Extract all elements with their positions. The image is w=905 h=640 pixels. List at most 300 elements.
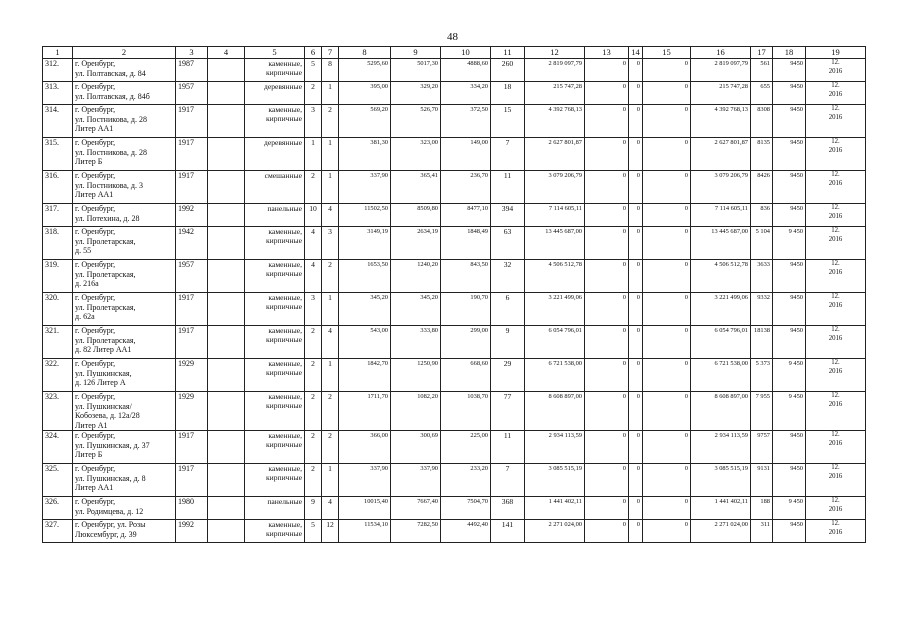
wall-material-cell [245, 82, 305, 105]
address-cell-line: ул. Постникова, д. 3 [75, 180, 143, 190]
address-cell-line: г. Оренбург, [75, 59, 116, 68]
residents-cell: 32 [491, 260, 525, 293]
cost-col16-cell: 6 054 796,01 [691, 326, 751, 359]
area-col10-cell: 334,20 [441, 82, 491, 105]
address-cell-line: г. Оренбург, [75, 431, 116, 440]
year-built-cell: 1917 [176, 464, 208, 497]
wall-material-cell-line: смешанные [264, 171, 302, 180]
row-index: 315. [43, 138, 73, 171]
entrances-cell: 2 [322, 431, 339, 464]
col18-cell: 9450 [773, 59, 806, 82]
cost-col16-cell: 1 441 402,11 [691, 497, 751, 520]
area-col10-cell: 233,20 [441, 464, 491, 497]
row-index: 326. [43, 497, 73, 520]
entrances-cell: 1 [322, 293, 339, 326]
col14-cell: 0 [629, 359, 643, 392]
cost-col16-cell: 8 608 897,00 [691, 392, 751, 431]
col14-cell: 0 [629, 260, 643, 293]
wall-material-cell-line: каменные, [268, 520, 302, 529]
floors-cell: 3 [305, 293, 322, 326]
planned-date-cell-line: 2016 [828, 67, 843, 75]
year-built-cell: 1917 [176, 171, 208, 204]
address-cell-line: Литер АА1 [75, 483, 114, 492]
total-area-cell: 1711,70 [339, 392, 391, 431]
column-number-15: 15 [643, 47, 691, 59]
col14-cell: 0 [629, 431, 643, 464]
total-area-cell: 11534,10 [339, 520, 391, 543]
planned-date-cell [806, 82, 866, 105]
planned-date-cell-line: 2016 [828, 400, 843, 408]
entrances-cell: 1 [322, 138, 339, 171]
planned-date-cell-line: 2016 [828, 146, 843, 154]
cost-col16-cell: 3 079 206,79 [691, 171, 751, 204]
column-number-3: 3 [176, 47, 208, 59]
address-cell-line: Литер АА1 [75, 124, 114, 133]
total-area-cell: 11502,50 [339, 204, 391, 227]
table-row [43, 392, 866, 431]
planned-date-cell-line: 2016 [828, 235, 843, 243]
residents-cell: 6 [491, 293, 525, 326]
cost-total-cell: 3 079 206,79 [525, 171, 585, 204]
address-cell-line: ул. Пушкинская/ [75, 401, 132, 411]
area-col10-cell: 4492,40 [441, 520, 491, 543]
wall-material-cell-line: кирпичные [265, 236, 302, 245]
cost-total-cell: 2 627 801,87 [525, 138, 585, 171]
entrances-cell: 2 [322, 392, 339, 431]
planned-date-cell-line: 2016 [828, 334, 843, 342]
wall-material-cell-line: панельные [267, 204, 302, 213]
address-cell-line: д. 62а [75, 312, 95, 321]
col13-cell: 0 [585, 260, 629, 293]
planned-date-cell [806, 464, 866, 497]
year-built-cell: 1942 [176, 227, 208, 260]
planned-date-cell-line: 2016 [828, 179, 843, 187]
column-number-9: 9 [391, 47, 441, 59]
planned-date-cell [806, 293, 866, 326]
wall-material-cell-line: кирпичные [265, 529, 302, 538]
wall-material-cell-line: каменные, [268, 464, 302, 473]
planned-date-cell-line: 2016 [828, 301, 843, 309]
wall-material-cell-line: каменные, [268, 105, 302, 114]
floors-cell: 5 [305, 520, 322, 543]
col14-cell: 0 [629, 82, 643, 105]
wall-material-cell-line: каменные, [268, 431, 302, 440]
year-built-cell: 1929 [176, 392, 208, 431]
year-built-cell: 1917 [176, 105, 208, 138]
col15-cell: 0 [643, 227, 691, 260]
address-cell [73, 359, 176, 392]
col18-cell: 9 450 [773, 392, 806, 431]
planned-date-cell [806, 520, 866, 543]
area-col10-cell: 1038,70 [441, 392, 491, 431]
entrances-cell: 2 [322, 105, 339, 138]
row-index: 313. [43, 82, 73, 105]
area-col9-cell: 329,20 [391, 82, 441, 105]
floors-cell: 3 [305, 105, 322, 138]
col13-cell: 0 [585, 59, 629, 82]
residents-cell: 7 [491, 464, 525, 497]
planned-date-cell [806, 326, 866, 359]
col17-cell: 836 [751, 204, 773, 227]
column-number-17: 17 [751, 47, 773, 59]
total-area-cell: 395,00 [339, 82, 391, 105]
wall-material-cell-line: кирпичные [265, 440, 302, 449]
col4-cell [208, 326, 245, 359]
address-cell [73, 227, 176, 260]
col4-cell [208, 227, 245, 260]
cost-col16-cell: 2 271 024,00 [691, 520, 751, 543]
address-cell [73, 138, 176, 171]
floors-cell: 1 [305, 138, 322, 171]
row-index: 322. [43, 359, 73, 392]
planned-date-cell [806, 227, 866, 260]
col18-cell: 9450 [773, 204, 806, 227]
address-cell-line: Литер А1 [75, 420, 108, 430]
residents-cell: 77 [491, 392, 525, 431]
cost-total-cell: 8 608 897,00 [525, 392, 585, 431]
column-number-4: 4 [208, 47, 245, 59]
address-cell-line: г. Оренбург, [75, 326, 116, 335]
planned-date-cell [806, 204, 866, 227]
address-cell [73, 82, 176, 105]
address-cell [73, 204, 176, 227]
entrances-cell: 4 [322, 204, 339, 227]
col4-cell [208, 260, 245, 293]
col18-cell: 9450 [773, 464, 806, 497]
total-area-cell: 345,20 [339, 293, 391, 326]
table-row [43, 497, 866, 520]
column-number-18: 18 [773, 47, 806, 59]
col13-cell: 0 [585, 293, 629, 326]
col4-cell [208, 82, 245, 105]
planned-date-cell-line: 2016 [828, 212, 843, 220]
planned-date-cell [806, 105, 866, 138]
column-number-row [43, 47, 866, 59]
planned-date-cell-line: 12. [831, 82, 840, 89]
wall-material-cell-line: кирпичные [265, 335, 302, 344]
area-col9-cell: 337,90 [391, 464, 441, 497]
row-index: 319. [43, 260, 73, 293]
col18-cell: 9450 [773, 326, 806, 359]
col17-cell: 7 955 [751, 392, 773, 431]
cost-col16-cell: 7 114 605,11 [691, 204, 751, 227]
area-col10-cell: 7504,70 [441, 497, 491, 520]
col18-cell: 9450 [773, 293, 806, 326]
wall-material-cell [245, 392, 305, 431]
planned-date-cell-line: 2016 [828, 472, 843, 480]
floors-cell: 10 [305, 204, 322, 227]
row-index: 317. [43, 204, 73, 227]
row-index: 327. [43, 520, 73, 543]
residents-cell: 260 [491, 59, 525, 82]
residents-cell: 368 [491, 497, 525, 520]
wall-material-cell [245, 171, 305, 204]
col15-cell: 0 [643, 59, 691, 82]
total-area-cell: 3149,19 [339, 227, 391, 260]
col18-cell: 9450 [773, 82, 806, 105]
wall-material-cell-line: кирпичные [265, 68, 302, 77]
planned-date-cell-line: 2016 [828, 90, 843, 98]
table-row [43, 171, 866, 204]
address-cell-line: Кобозева, д. 12а/28 [75, 411, 140, 420]
area-col9-cell: 7667,40 [391, 497, 441, 520]
address-cell-line: ул. Постникова, д. 28 [75, 147, 147, 157]
wall-material-cell-line: каменные, [268, 227, 302, 236]
wall-material-cell-line: кирпичные [265, 473, 302, 482]
table-body [43, 59, 866, 543]
wall-material-cell-line: деревянные [264, 138, 302, 147]
floors-cell: 2 [305, 326, 322, 359]
address-cell-line: д. 55 [75, 246, 92, 255]
col13-cell: 0 [585, 326, 629, 359]
col15-cell: 0 [643, 260, 691, 293]
col15-cell: 0 [643, 431, 691, 464]
address-cell-line: г. Оренбург, [75, 392, 116, 401]
wall-material-cell-line: каменные, [268, 326, 302, 335]
year-built-cell: 1987 [176, 59, 208, 82]
column-number-1: 1 [43, 47, 73, 59]
address-cell-line: г. Оренбург, [75, 204, 116, 213]
cost-col16-cell: 3 221 499,06 [691, 293, 751, 326]
entrances-cell: 1 [322, 359, 339, 392]
wall-material-cell [245, 431, 305, 464]
residents-cell: 7 [491, 138, 525, 171]
address-cell-line: г. Оренбург, [75, 464, 116, 473]
residents-cell: 9 [491, 326, 525, 359]
address-cell-line: ул. Пушкинская, д. 8 [75, 473, 146, 483]
planned-date-cell [806, 260, 866, 293]
col4-cell [208, 59, 245, 82]
col13-cell: 0 [585, 464, 629, 497]
planned-date-cell-line: 12. [831, 497, 840, 504]
area-col10-cell: 299,00 [441, 326, 491, 359]
column-number-13: 13 [585, 47, 629, 59]
column-number-7: 7 [322, 47, 339, 59]
total-area-cell: 569,20 [339, 105, 391, 138]
wall-material-cell-line: кирпичные [265, 401, 302, 410]
col13-cell: 0 [585, 227, 629, 260]
col4-cell [208, 105, 245, 138]
year-built-cell: 1992 [176, 520, 208, 543]
wall-material-cell-line: кирпичные [265, 302, 302, 311]
year-built-cell: 1929 [176, 359, 208, 392]
address-cell-line: ул. Пролетарская, [75, 335, 136, 345]
col17-cell: 9757 [751, 431, 773, 464]
floors-cell: 4 [305, 227, 322, 260]
col18-cell: 9 450 [773, 497, 806, 520]
total-area-cell: 366,00 [339, 431, 391, 464]
address-cell [73, 171, 176, 204]
total-area-cell: 10015,40 [339, 497, 391, 520]
cost-total-cell: 3 085 515,19 [525, 464, 585, 497]
col17-cell: 8135 [751, 138, 773, 171]
cost-col16-cell: 4 506 512,78 [691, 260, 751, 293]
col18-cell: 9450 [773, 138, 806, 171]
col17-cell: 9332 [751, 293, 773, 326]
wall-material-cell [245, 359, 305, 392]
column-number-12: 12 [525, 47, 585, 59]
col17-cell: 8308 [751, 105, 773, 138]
residents-cell: 11 [491, 431, 525, 464]
col15-cell: 0 [643, 326, 691, 359]
address-cell [73, 497, 176, 520]
address-cell [73, 431, 176, 464]
col4-cell [208, 392, 245, 431]
planned-date-cell-line: 2016 [828, 113, 843, 121]
planned-date-cell-line: 12. [831, 326, 840, 333]
year-built-cell: 1917 [176, 326, 208, 359]
planned-date-cell-line: 2016 [828, 505, 843, 513]
wall-material-cell [245, 293, 305, 326]
wall-material-cell [245, 227, 305, 260]
col18-cell: 9450 [773, 431, 806, 464]
col18-cell: 9450 [773, 260, 806, 293]
planned-date-cell-line: 12. [831, 431, 840, 438]
table-row [43, 520, 866, 543]
col13-cell: 0 [585, 82, 629, 105]
col18-cell: 9 450 [773, 359, 806, 392]
col15-cell: 0 [643, 82, 691, 105]
col17-cell: 18138 [751, 326, 773, 359]
address-cell [73, 392, 176, 431]
area-col10-cell: 8477,10 [441, 204, 491, 227]
col13-cell: 0 [585, 138, 629, 171]
col15-cell: 0 [643, 392, 691, 431]
wall-material-cell-line: кирпичные [265, 368, 302, 377]
entrances-cell: 1 [322, 82, 339, 105]
row-index: 323. [43, 392, 73, 431]
col13-cell: 0 [585, 204, 629, 227]
area-col10-cell: 4888,60 [441, 59, 491, 82]
entrances-cell: 1 [322, 171, 339, 204]
col14-cell: 0 [629, 392, 643, 431]
col15-cell: 0 [643, 204, 691, 227]
column-number-2: 2 [73, 47, 176, 59]
col4-cell [208, 171, 245, 204]
col13-cell: 0 [585, 431, 629, 464]
floors-cell: 2 [305, 392, 322, 431]
residents-cell: 141 [491, 520, 525, 543]
address-cell-line: г. Оренбург, [75, 359, 116, 368]
table-row [43, 59, 866, 82]
col4-cell [208, 293, 245, 326]
wall-material-cell [245, 204, 305, 227]
col17-cell: 311 [751, 520, 773, 543]
table-row [43, 227, 866, 260]
wall-material-cell-line: кирпичные [265, 269, 302, 278]
row-index: 314. [43, 105, 73, 138]
planned-date-cell [806, 431, 866, 464]
wall-material-cell-line: кирпичные [265, 114, 302, 123]
col17-cell: 5 104 [751, 227, 773, 260]
area-col10-cell: 236,70 [441, 171, 491, 204]
cost-col16-cell: 3 085 515,19 [691, 464, 751, 497]
area-col10-cell: 149,00 [441, 138, 491, 171]
col17-cell: 655 [751, 82, 773, 105]
area-col10-cell: 225,00 [441, 431, 491, 464]
planned-date-cell [806, 497, 866, 520]
residents-cell: 63 [491, 227, 525, 260]
year-built-cell: 1957 [176, 260, 208, 293]
col15-cell: 0 [643, 359, 691, 392]
col15-cell: 0 [643, 464, 691, 497]
planned-date-cell-line: 12. [831, 59, 840, 66]
col15-cell: 0 [643, 138, 691, 171]
row-index: 320. [43, 293, 73, 326]
page-number: 48 [447, 31, 458, 43]
wall-material-cell-line: панельные [267, 497, 302, 506]
column-number-6: 6 [305, 47, 322, 59]
area-col10-cell: 668,60 [441, 359, 491, 392]
total-area-cell: 381,30 [339, 138, 391, 171]
planned-date-cell [806, 59, 866, 82]
planned-date-cell-line: 12. [831, 359, 840, 366]
address-cell-line: г. Оренбург, [75, 227, 116, 236]
row-index: 312. [43, 59, 73, 82]
table-row [43, 431, 866, 464]
wall-material-cell [245, 464, 305, 497]
area-col9-cell: 300,69 [391, 431, 441, 464]
col14-cell: 0 [629, 105, 643, 138]
wall-material-cell [245, 520, 305, 543]
table-row [43, 293, 866, 326]
address-cell-line: ул. Полтавская, д. 84 [75, 68, 146, 78]
planned-date-cell-line: 12. [831, 105, 840, 112]
wall-material-cell [245, 59, 305, 82]
row-index: 325. [43, 464, 73, 497]
column-number-10: 10 [441, 47, 491, 59]
cost-col16-cell: 2 627 801,87 [691, 138, 751, 171]
cost-col16-cell: 2 819 097,79 [691, 59, 751, 82]
area-col9-cell: 5017,30 [391, 59, 441, 82]
col18-cell: 9450 [773, 171, 806, 204]
col4-cell [208, 497, 245, 520]
row-index: 316. [43, 171, 73, 204]
floors-cell: 2 [305, 464, 322, 497]
col17-cell: 561 [751, 59, 773, 82]
address-cell [73, 464, 176, 497]
col4-cell [208, 138, 245, 171]
address-cell-line: г. Оренбург, [75, 497, 116, 506]
col4-cell [208, 464, 245, 497]
cost-total-cell: 6 721 538,00 [525, 359, 585, 392]
address-cell-line: д. 216а [75, 279, 99, 288]
col14-cell: 0 [629, 138, 643, 171]
col13-cell: 0 [585, 105, 629, 138]
table-row [43, 82, 866, 105]
col18-cell: 9450 [773, 105, 806, 138]
cost-total-cell: 6 054 796,01 [525, 326, 585, 359]
cost-total-cell: 7 114 605,11 [525, 204, 585, 227]
entrances-cell: 8 [322, 59, 339, 82]
row-index: 318. [43, 227, 73, 260]
table-row [43, 326, 866, 359]
column-number-14: 14 [629, 47, 643, 59]
floors-cell: 9 [305, 497, 322, 520]
address-cell [73, 326, 176, 359]
col4-cell [208, 431, 245, 464]
area-col9-cell: 1250,90 [391, 359, 441, 392]
address-cell-line: д. 82 Литер АА1 [75, 345, 132, 354]
address-cell [73, 105, 176, 138]
address-cell-line: д. 126 Литер А [75, 378, 126, 387]
col18-cell: 9450 [773, 520, 806, 543]
entrances-cell: 3 [322, 227, 339, 260]
total-area-cell: 1842,70 [339, 359, 391, 392]
area-col9-cell: 365,41 [391, 171, 441, 204]
address-cell-line: Литер АА1 [75, 190, 114, 199]
cost-col16-cell: 4 392 768,13 [691, 105, 751, 138]
